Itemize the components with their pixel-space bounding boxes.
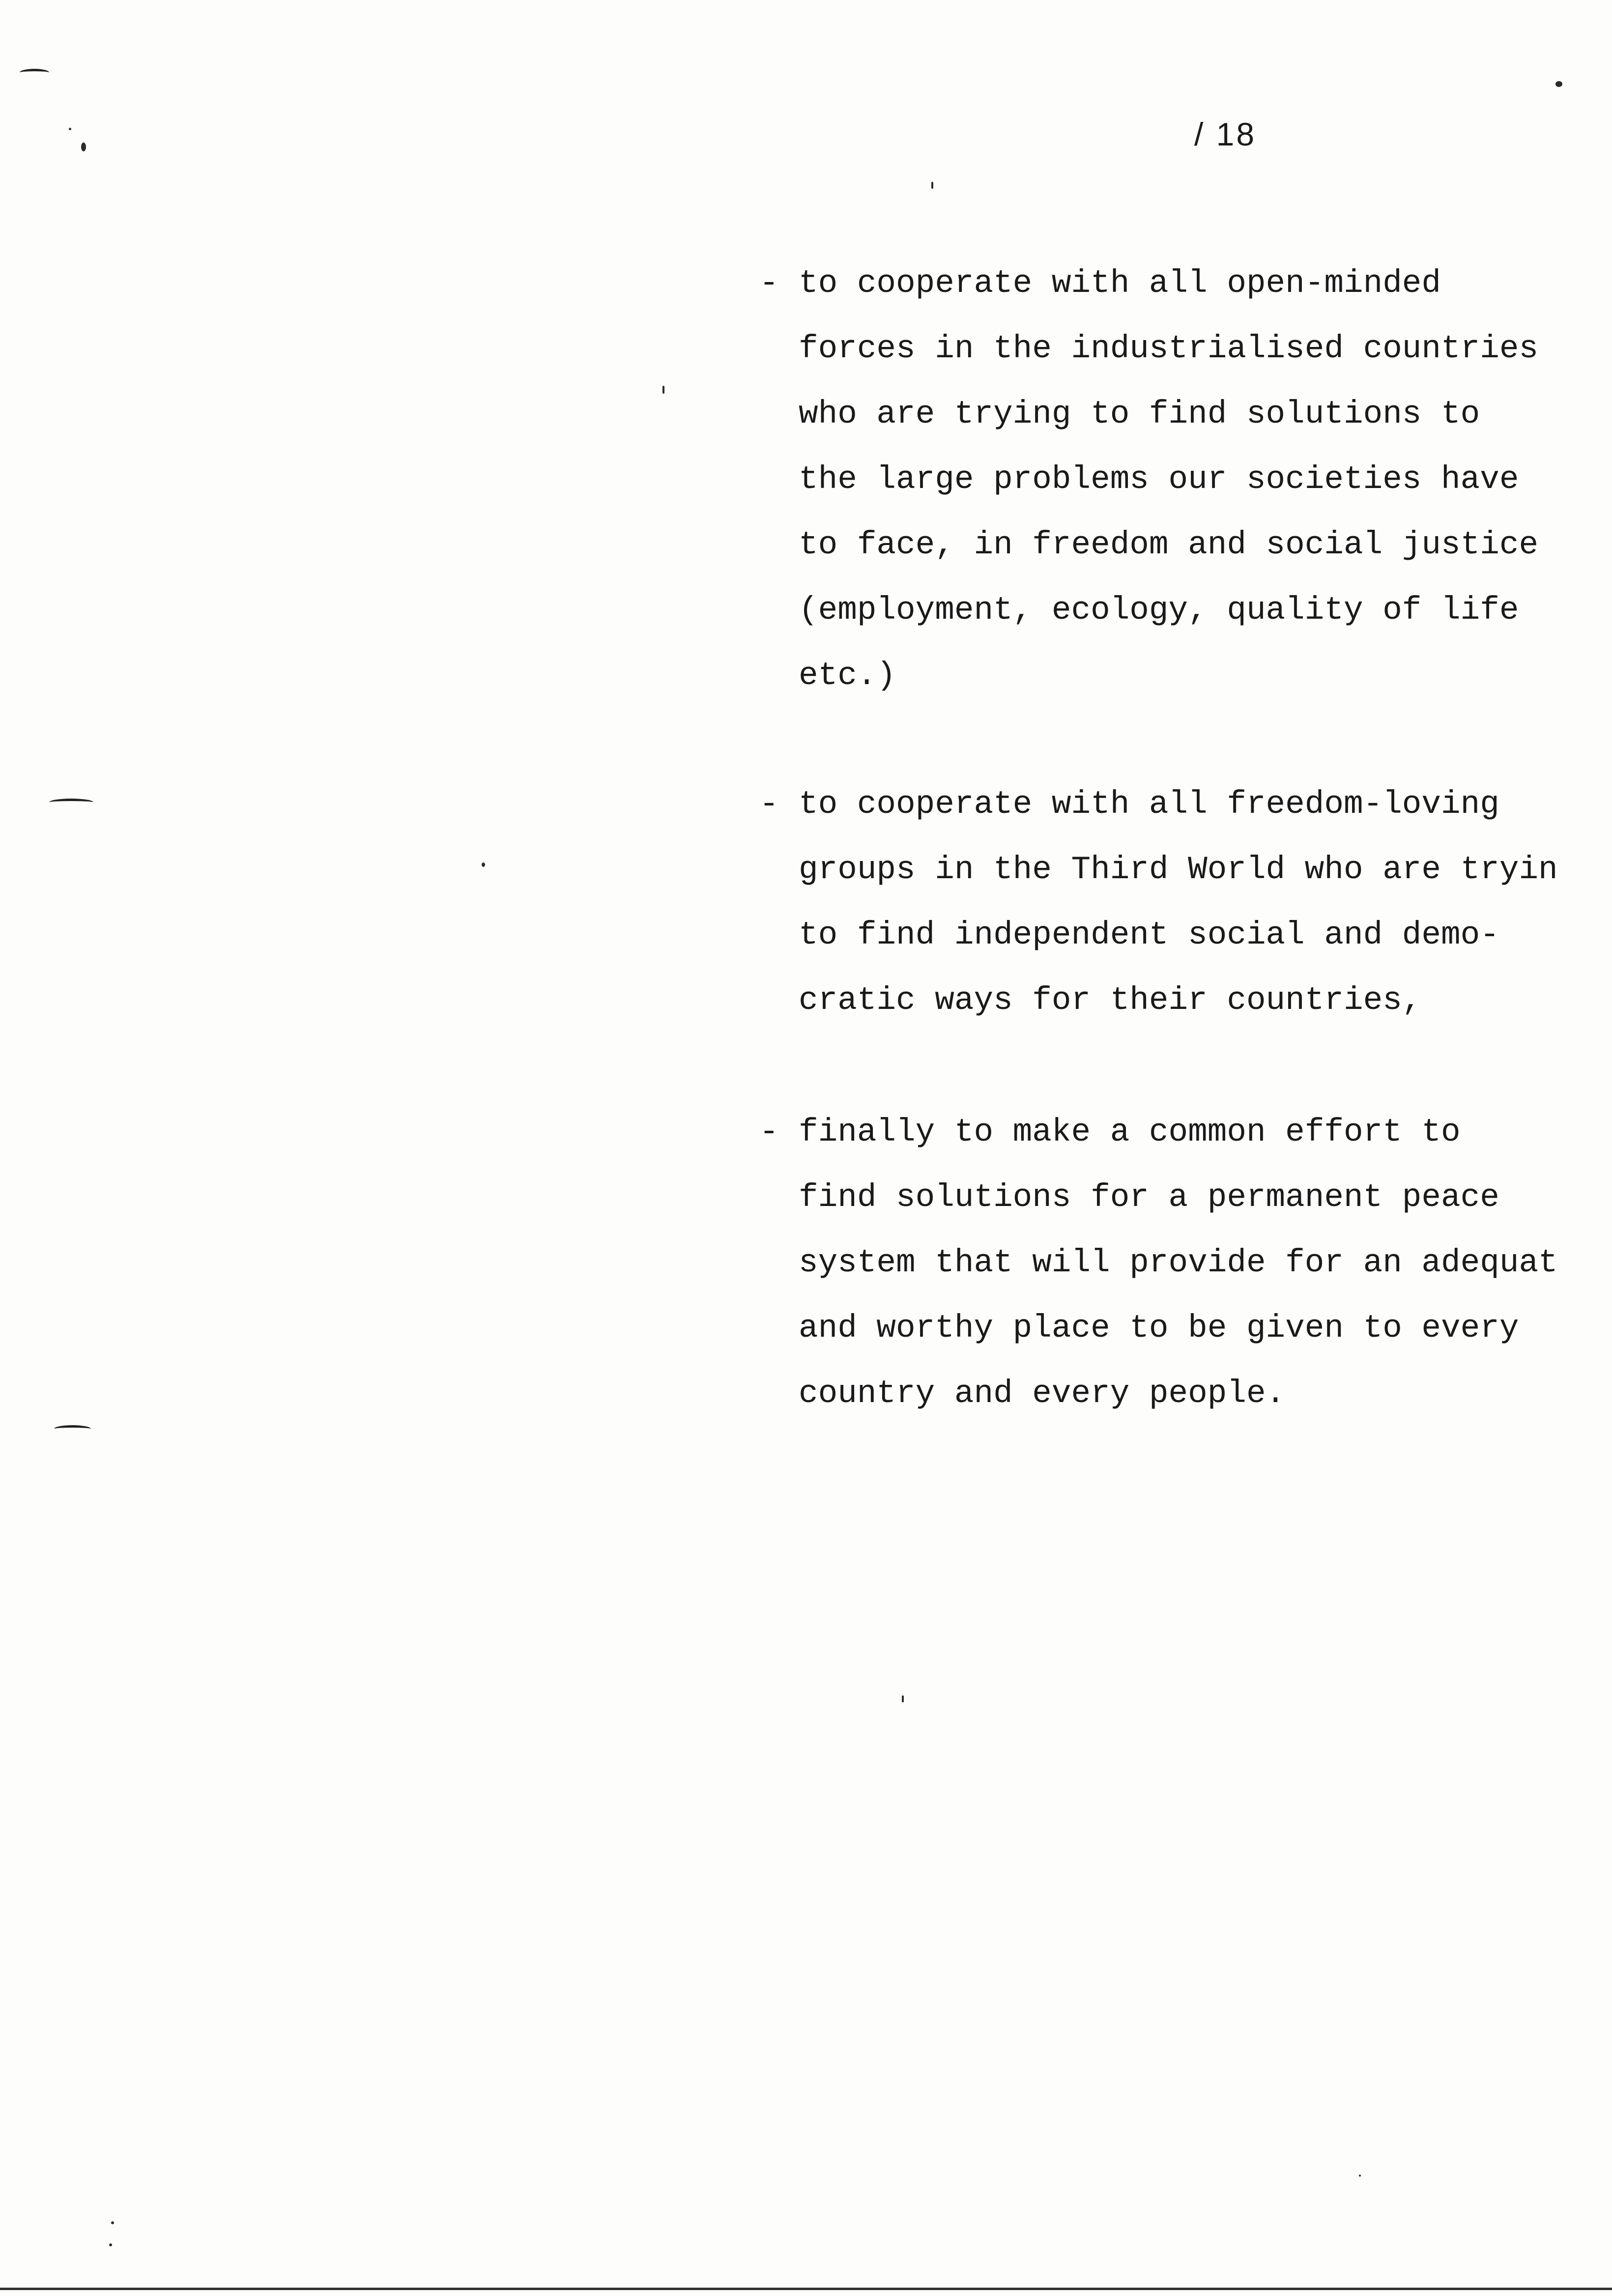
scan-speck — [1555, 81, 1562, 87]
text-line: to cooperate with all freedom-loving — [799, 786, 1499, 823]
scan-speck — [109, 2243, 112, 2246]
scan-speck — [482, 862, 485, 867]
page-edge-rule — [0, 2288, 1612, 2290]
text-line: to find independent social and demo- — [799, 917, 1499, 953]
scan-speck — [902, 1695, 904, 1702]
list-item-text — [799, 1099, 1610, 1426]
list-bullet-dash: - — [759, 786, 779, 823]
text-line: forces in the industrialised countries — [799, 330, 1539, 367]
text-line: groups in the Third World who are tryin — [799, 851, 1558, 888]
scan-mark — [49, 799, 93, 806]
scan-mark — [54, 1425, 91, 1433]
scan-speck — [662, 386, 664, 394]
scan-speck — [1359, 2175, 1361, 2177]
text-line: finally to make a common effort to — [799, 1114, 1461, 1150]
text-line: find solutions for a permanent peace — [799, 1179, 1499, 1216]
text-line: country and every people. — [799, 1375, 1286, 1412]
list-bullet-dash: - — [759, 265, 779, 302]
scan-speck — [111, 2221, 114, 2224]
text-line: and worthy place to be given to every — [799, 1310, 1519, 1347]
scan-speck — [69, 128, 71, 130]
text-line: to face, in freedom and social justice — [799, 526, 1539, 563]
scan-speck — [931, 182, 933, 189]
text-line: etc.) — [799, 657, 896, 694]
text-line: system that will provide for an adequat — [799, 1244, 1558, 1281]
list-item-text — [799, 251, 1610, 708]
text-line: the large problems our societies have — [799, 461, 1519, 498]
list-bullet-dash: - — [759, 1114, 779, 1150]
text-line: to cooperate with all open-minded — [799, 265, 1441, 302]
list-item-text — [799, 772, 1610, 1033]
text-line: who are trying to find solutions to — [799, 396, 1480, 432]
scan-mark — [20, 69, 49, 76]
page-number: / 18 — [1194, 116, 1257, 152]
text-line: cratic ways for their countries, — [799, 982, 1422, 1019]
scan-speck — [81, 143, 86, 151]
text-line: (employment, ecology, quality of life — [799, 592, 1519, 629]
